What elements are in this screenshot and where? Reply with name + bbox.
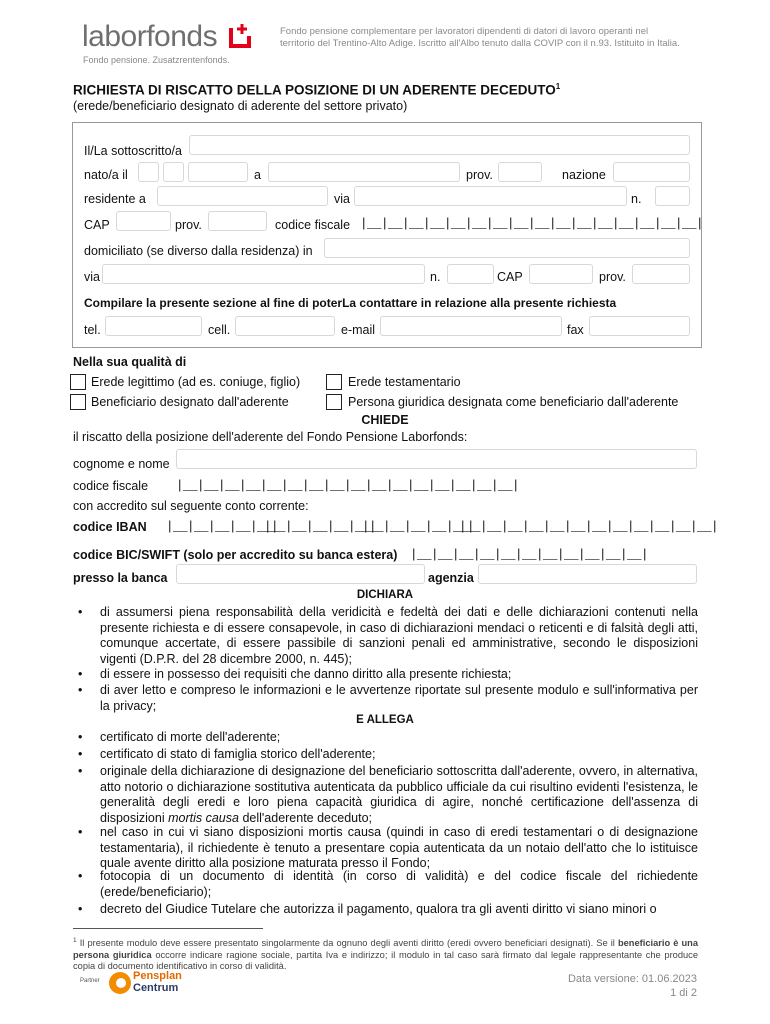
residente-label: residente a (84, 192, 146, 206)
banca-input[interactable] (176, 564, 425, 584)
iban-group-3[interactable]: |__|__|__|__|__| (362, 520, 475, 534)
page-subtitle: (erede/beneficiario designato di aderente del settore privato) (73, 99, 408, 113)
bullet: • (78, 667, 83, 681)
email-label: e-mail (341, 323, 376, 337)
iban-group-1[interactable]: |__|__|__|__|__| (166, 520, 279, 534)
chiede-heading: CHIEDE (361, 413, 409, 427)
contact-note: Compilare la presente sezione al fine di poterLa contattare in relazione alla presente richiesta (84, 296, 617, 310)
accredito-text: con accredito sul seguente conto corrente: (73, 499, 309, 513)
domicilio-via-input[interactable] (102, 264, 425, 284)
beneficiario-designato-label: Beneficiario designato dall'aderente (91, 395, 289, 409)
cap-input[interactable] (116, 211, 171, 231)
n-label: n. (631, 192, 642, 206)
allega-item: certificato di morte dell'aderente; (100, 730, 281, 744)
dichiara-item: di essere in possesso dei requisiti che danno diritto alla presente richiesta; (100, 667, 512, 681)
cap-label-2: CAP (497, 270, 523, 284)
prov-label-2: prov. (175, 218, 202, 232)
bullet: • (78, 825, 83, 839)
header-tagline: Fondo pensione complementare per lavoratori dipendenti di datori di lavoro operanti nel territorio del Trentino-Alto Adige. Iscritto all'Albo tenuto dalla COVIP con il n.93. Istituito in Italia. (280, 26, 680, 49)
birth-month-input[interactable] (163, 162, 184, 182)
allega-item: certificato di stato di famiglia storico dell'aderente; (100, 747, 376, 761)
banca-label: presso la banca (73, 571, 168, 585)
dichiara-heading: DICHIARA (356, 589, 414, 601)
allega-item-designazione: originale della dichiarazione di designazione del beneficiario sottoscritta dall'aderente, ovvero, in alternativa, atto notorio o dichiarazione sostitutiva autenticata da pubblico ufficiale da cui risultino evidenti l'esistenza, le generalità degli eredi e loro piena capacità giuridica di agire, nonché certificazione dell'assenza di disposizioni mortis causa dell'aderente deceduto; (100, 764, 698, 825)
bic-label: codice BIC/SWIFT (solo per accredito su banca estera) (73, 548, 398, 562)
civic-number-input[interactable] (655, 186, 690, 206)
erede-testamentario-checkbox[interactable] (326, 374, 342, 390)
header (0, 0, 770, 75)
bullet: • (78, 747, 83, 761)
codice-fiscale-label: codice fiscale (275, 218, 351, 232)
footnote-divider (73, 928, 263, 929)
nazione-input[interactable] (613, 162, 690, 182)
sottoscritto-input[interactable] (189, 135, 690, 155)
page-title: RICHIESTA DI RISCATTO DELLA POSIZIONE DI UN ADERENTE DECEDUTO$^1$ (73, 82, 561, 98)
allega-item: decreto del Giudice Tutelare che autorizza il pagamento, qualora tra gli aventi diritto vi siano minori o (100, 902, 657, 916)
cognome-input[interactable] (176, 449, 697, 469)
via-label-2: via (84, 270, 100, 284)
codice-fiscale-boxes[interactable]: |__|__|__|__|__|__|__|__|__|__|__|__|__|__|__|__| (360, 217, 704, 231)
domiciliato-input[interactable] (324, 238, 690, 258)
allega-heading: E ALLEGA (356, 714, 414, 726)
erede-testamentario-label: Erede testamentario (348, 375, 461, 389)
bullet: • (78, 605, 83, 619)
footnote: $^1$ Il presente modulo deve essere presentato singolarmente da ognuno degli aventi diritto (eredi ovvero beneficiari designati). Se il beneficiario è una persona giuridica occorre indicare ragione sociale, partita Iva e indirizzo; il modulo in tal caso sarà firmato dal legale rappresentante che produce copia di documento identificativo in corso di validità. (73, 937, 699, 972)
domiciliato-label: domiciliato (se diverso dalla residenza) in (84, 244, 313, 258)
logo-subtitle: Fondo pensione. Zusatzrentenfonds. (83, 55, 230, 65)
nazione-label: nazione (562, 168, 606, 182)
tel-input[interactable] (105, 316, 202, 336)
prov-label-3: prov. (599, 270, 626, 284)
qualita-heading: Nella sua qualità di (73, 355, 187, 369)
tel-label: tel. (84, 323, 101, 337)
via-label: via (334, 192, 350, 206)
email-input[interactable] (380, 316, 562, 336)
laborfonds-logo-icon (228, 22, 256, 50)
aderente-cf-boxes[interactable]: |__|__|__|__|__|__|__|__|__|__|__|__|__|__|__|__| (176, 479, 520, 493)
residente-prov-input[interactable] (208, 211, 267, 231)
bullet: • (78, 869, 83, 883)
erede-legittimo-label: Erede legittimo (ad es. coniuge, figlio) (91, 375, 301, 389)
pensplan-logo-icon (108, 970, 132, 996)
n-label-2: n. (430, 270, 441, 284)
agenzia-input[interactable] (478, 564, 697, 584)
cap-label: CAP (84, 218, 110, 232)
bullet: • (78, 902, 83, 916)
sottoscritto-label: Il/La sottoscritto/a (84, 144, 182, 158)
birth-day-input[interactable] (138, 162, 159, 182)
pensplan-logo-text: Pensplan Centrum (133, 970, 182, 994)
cell-input[interactable] (235, 316, 335, 336)
bullet: • (78, 730, 83, 744)
fax-label: fax (567, 323, 584, 337)
birth-year-input[interactable] (188, 162, 248, 182)
bic-boxes[interactable]: |__|__|__|__|__|__|__|__|__|__|__| (410, 548, 649, 562)
agenzia-label: agenzia (428, 571, 474, 585)
iban-group-2[interactable]: |__|__|__|__|__| (264, 520, 377, 534)
erede-legittimo-checkbox[interactable] (70, 374, 86, 390)
domicilio-cap-input[interactable] (529, 264, 593, 284)
bullet: • (78, 683, 83, 697)
cognome-label: cognome e nome (73, 457, 170, 471)
a-label: a (254, 168, 261, 182)
dichiara-item: di assumersi piena responsabilità della veridicità e fedeltà dei dati e delle dichiarazioni contenuti nella presente richiesta e di essere consapevole, in caso di dichiarazioni mendaci o reticenti e di falsità degli atti, comunque accertate, di essere passibile di sanzioni penali ed amministrative, secondo le disposizioni vigenti (D.P.R. del 28 dicembre 2000, n. 445); (100, 605, 698, 666)
allega-item: nel caso in cui vi siano disposizioni mortis causa (quindi in caso di eredi testamentari o di designazione testamentaria), il richiedente è tenuto a presentare copia autenticata da un notaio dell'atto che lo istituisce quale avente diritto alla posizione maturata presso il Fondo; (100, 825, 698, 871)
beneficiario-designato-checkbox[interactable] (70, 394, 86, 410)
prov-label: prov. (466, 168, 493, 182)
dichiara-item: di aver letto e compreso le informazioni e le avvertenze riportate sul presente modulo e sull'informativa per la privacy; (100, 683, 698, 713)
chiede-text: il riscatto della posizione dell'aderente del Fondo Pensione Laborfonds: (73, 430, 468, 444)
domicilio-prov-input[interactable] (632, 264, 690, 284)
via-input[interactable] (354, 186, 627, 206)
version-date: Data versione: 01.06.2023 (567, 973, 697, 985)
allega-item: fotocopia di un documento di identità (in corso di validità) e del codice fiscale del richiedente (erede/beneficiario); (100, 869, 698, 899)
nato-label: nato/a il (84, 168, 128, 182)
iban-group-4[interactable]: |__|__|__|__|__|__|__|__|__|__|__|__| (459, 520, 719, 534)
birth-city-input[interactable] (268, 162, 460, 182)
bullet: • (78, 764, 83, 778)
domicilio-number-input[interactable] (447, 264, 494, 284)
page-number: 1 di 2 (670, 987, 697, 999)
logo-wordmark: laborfonds (82, 20, 218, 53)
persona-giuridica-checkbox[interactable] (326, 394, 342, 410)
residente-city-input[interactable] (157, 186, 328, 206)
birth-prov-input[interactable] (498, 162, 542, 182)
persona-giuridica-label: Persona giuridica designata come beneficiario dall'aderente (348, 395, 679, 409)
aderente-cf-label: codice fiscale (73, 479, 149, 493)
partner-label: Partner (80, 978, 100, 984)
cell-label: cell. (208, 323, 231, 337)
fax-input[interactable] (589, 316, 690, 336)
iban-label: codice IBAN (73, 520, 147, 534)
